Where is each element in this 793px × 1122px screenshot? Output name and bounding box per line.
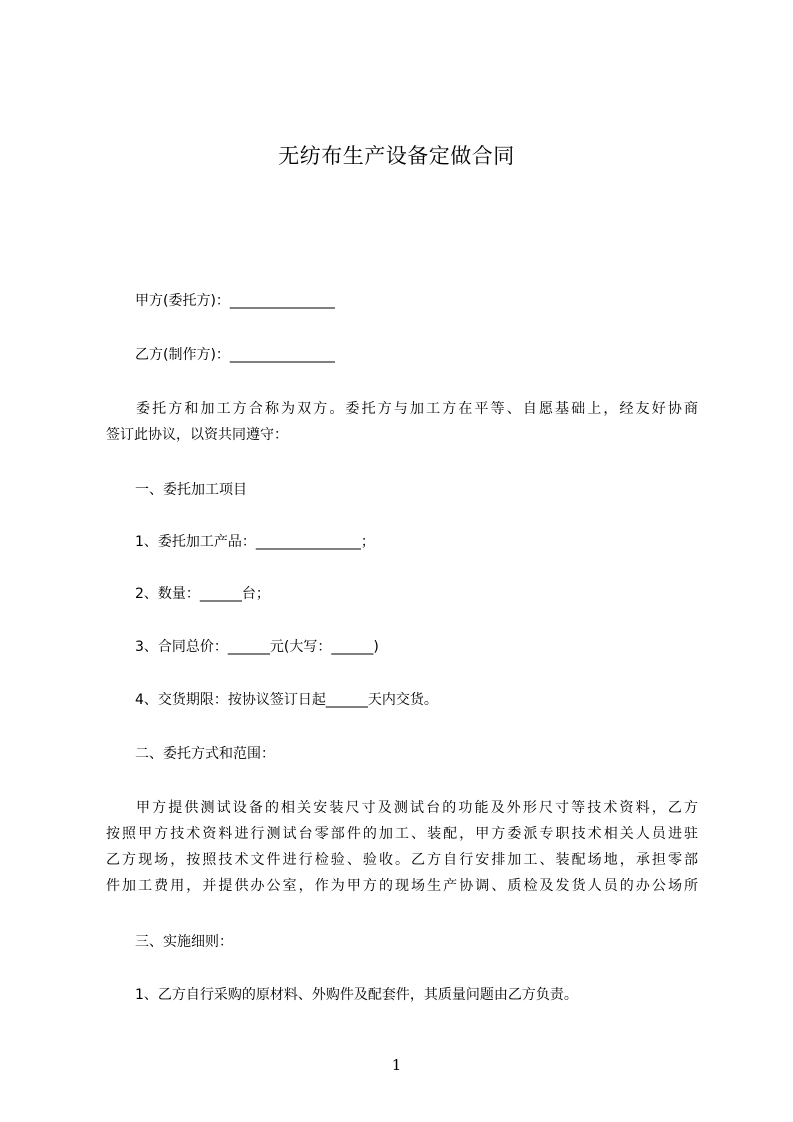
intro-line-2: 签订此协议，以资共同遵守： [106,427,288,443]
section-2-heading: 二、委托方式和范围： [135,746,275,762]
section-2-line-1: 甲方提供测试设备的相关安装尺寸及测试台的功能及外形尺寸等技术资料，乙方 [136,800,698,816]
section-1-item-4: 4、交货期限：按协议签订日起______天内交货。 [135,692,438,708]
section-1-item-2: 2、数量：______台； [135,586,270,602]
section-1-heading: 一、委托加工项目 [135,482,247,498]
intro-paragraph [106,396,698,448]
party-b-line: 乙方(制作方)：_______________ [135,347,335,363]
party-a-line: 甲方(委托方)：_______________ [135,293,335,309]
page-number: 1 [391,1056,402,1074]
intro-line-1: 委托方和加工方合称为双方。委托方与加工方在平等、自愿基础上，经友好协商 [136,401,698,417]
section-1-item-1: 1、委托加工产品：_______________； [135,534,375,550]
section-2-line-2: 按照甲方技术资料进行测试台零部件的加工、装配，甲方委派专职技术相关人员进驻 [106,826,698,842]
section-3-heading: 三、实施细则： [135,934,233,950]
section-2-line-4: 件加工费用，并提供办公室，作为甲方的现场生产协调、质检及发货人员的办公场所 [106,878,698,894]
section-1-item-3: 3、合同总价：______元(大写：______) [135,639,379,655]
section-2-paragraph [106,795,698,899]
section-2-line-3: 乙方现场，按照技术文件进行检验、验收。乙方自行安排加工、装配场地，承担零部 [106,852,698,868]
section-3-item-1: 1、乙方自行采购的原材料、外购件及配套件，其质量问题由乙方负责。 [135,987,578,1003]
document-title: 无纺布生产设备定做合同 [278,144,515,168]
